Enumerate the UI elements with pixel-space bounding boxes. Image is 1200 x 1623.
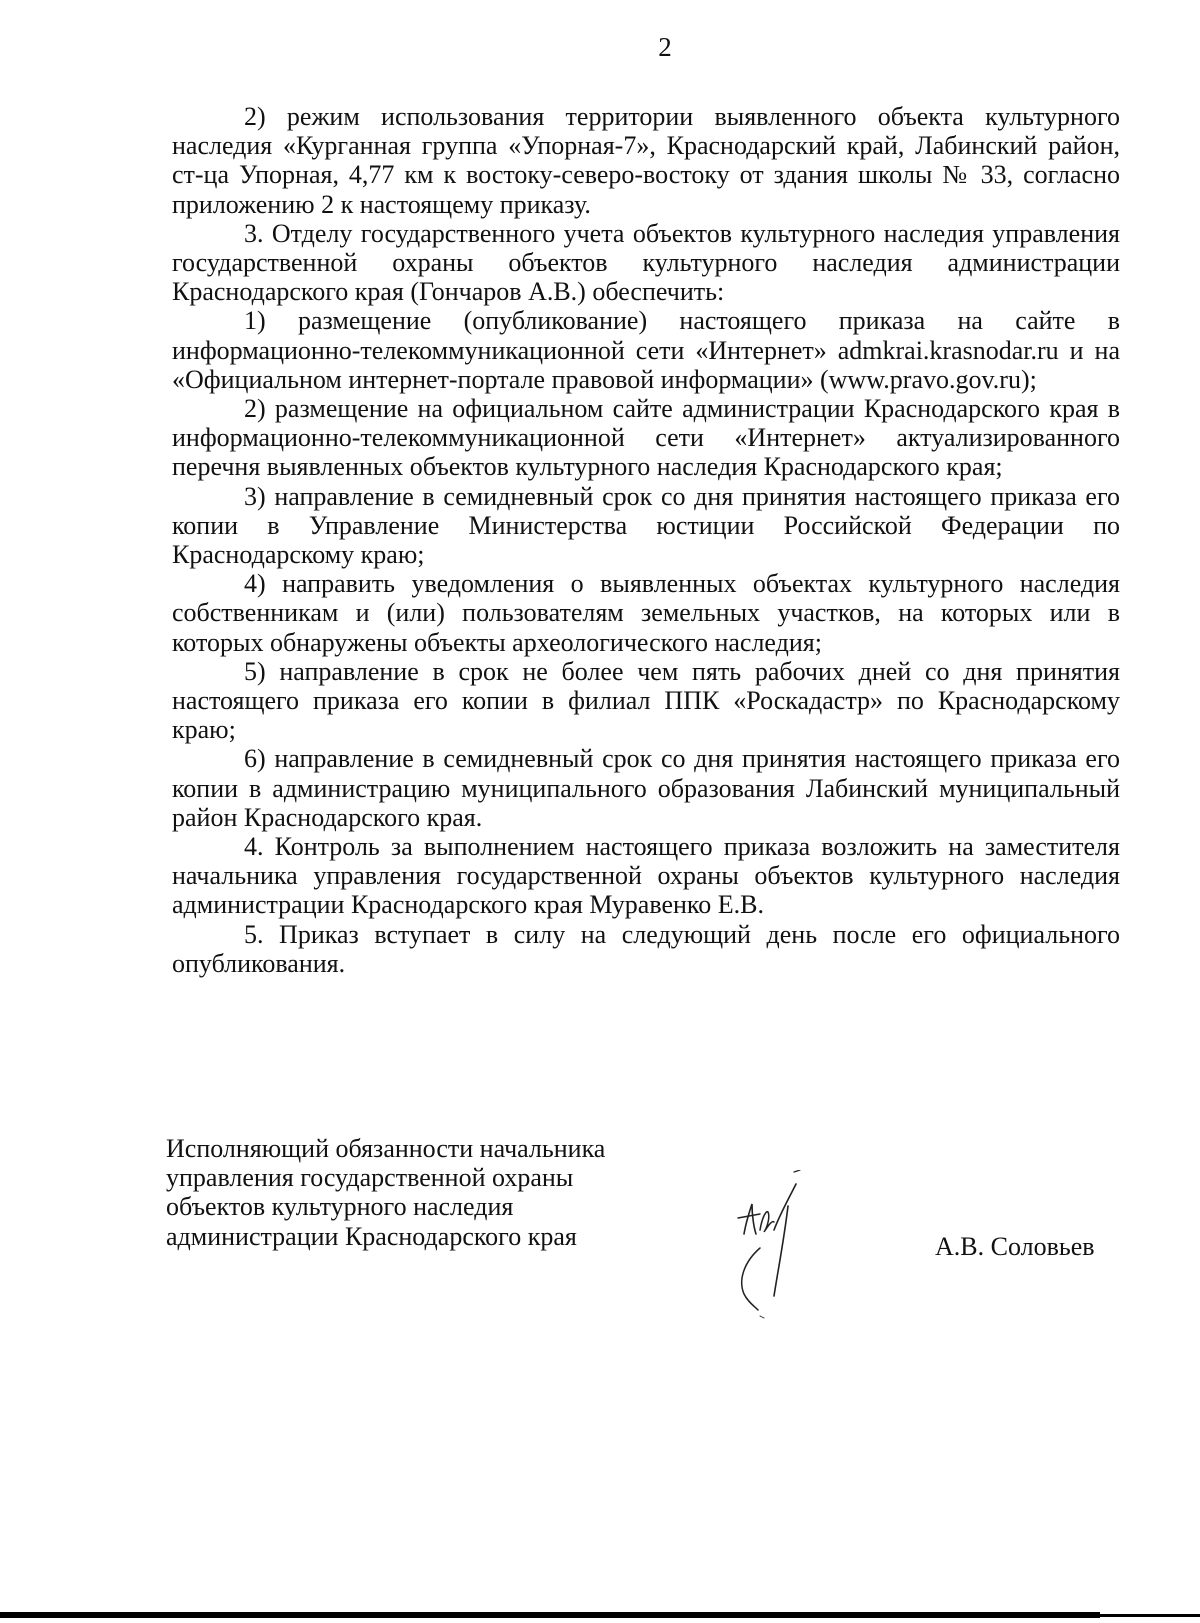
signatory-name: А.В. Соловьев bbox=[935, 1232, 1095, 1261]
scan-bottom-border bbox=[0, 1612, 1100, 1618]
paragraph-item-3-5: 5) направление в срок не более чем пять рабочих дней со дня принятия настоящего приказа его копии в филиал ППК «Роскадастр» по Краснодарскому краю; bbox=[172, 656, 1120, 745]
paragraph-item-3-2: 2) размещение на официальном сайте администрации Краснодарского края в информационно-телекоммуникационной сети «Интернет» актуализированного перечня выявленных объектов культурного наследия Краснодарского края; bbox=[172, 394, 1120, 482]
paragraph-item-3-3: 3) направление в семидневный срок со дня принятия настоящего приказа его копии в Управление Министерства юстиции Российской Федерации по Краснодарскому краю; bbox=[172, 481, 1120, 570]
paragraph-territory-regime: 2) режим использования территории выявленного объекта культурного наследия «Курганная группа «Упорная-7», Краснодарский край, Лабинский район, ст-ца Упорная, 4,77 км к востоку-северо-востоку от здания школы № 33, согласно приложению 2 к настоящему приказу. bbox=[172, 102, 1120, 219]
paragraph-item-5: 5. Приказ вступает в силу на следующий день после его официального опубликования. bbox=[172, 919, 1120, 978]
signature-position-line: администрации Краснодарского края bbox=[166, 1221, 577, 1251]
scan-bottom-border-thin bbox=[1100, 1614, 1200, 1617]
document-body bbox=[172, 102, 1120, 978]
paragraph-item-3-1: 1) размещение (опубликование) настоящего приказа на сайте в информационно-телекоммуникационной сети «Интернет» admkrai.krasnodar.ru и на «Официальном интернет-портале правовой информации» (www.pravo.gov.ru); bbox=[172, 306, 1120, 394]
paragraph-item-3-6: 6) направление в семидневный срок со дня принятия настоящего приказа его копии в администрацию муниципального образования Лабинский муниципальный район Краснодарского края. bbox=[172, 744, 1120, 832]
paragraph-item-3: 3. Отделу государственного учета объектов культурного наследия управления государственной охраны объектов культурного наследия администрации Краснодарского края (Гончаров А.В.) обеспечить: bbox=[172, 218, 1120, 307]
paragraph-item-4: 4. Контроль за выполнением настоящего приказа возложить на заместителя начальника управления государственной охраны объектов культурного наследия администрации Краснодарского края Муравенко Е.В. bbox=[172, 832, 1120, 920]
signature-position-line: Исполняющий обязанности начальника bbox=[166, 1134, 606, 1163]
handwritten-signature bbox=[730, 1170, 840, 1330]
signature-position-line: объектов культурного наследия bbox=[166, 1192, 514, 1222]
signature-position-line: управления государственной охраны bbox=[166, 1163, 574, 1193]
signature-position bbox=[166, 1134, 605, 1251]
page-number: 2 bbox=[658, 32, 672, 62]
paragraph-item-3-4: 4) направить уведомления о выявленных объектах культурного наследия собственникам и (или) пользователям земельных участков, на которых или в которых обнаружены объекты археологического наследия; bbox=[172, 569, 1120, 657]
